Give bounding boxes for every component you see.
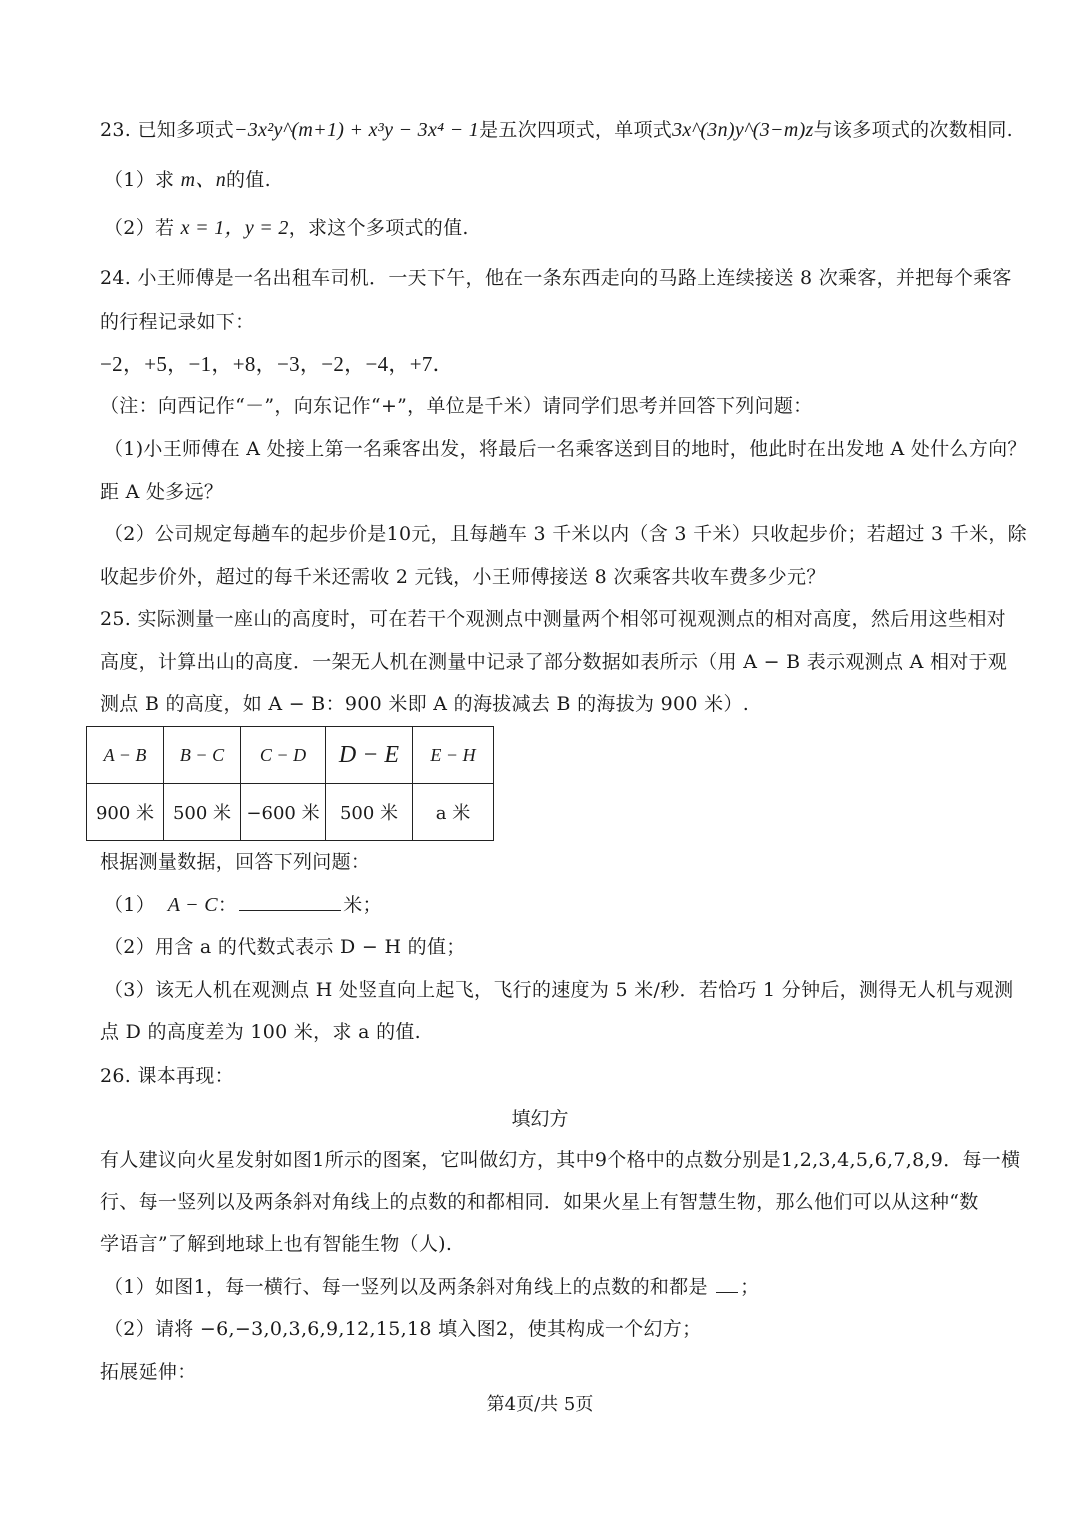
page-footer: 第4页/共 5页 xyxy=(486,1394,594,1415)
q24-part1-line2: 距 A 处多远？ xyxy=(100,481,224,503)
q26-text-line1: 有人建议向火星发射如图1所示的图案，它叫做幻方，其中9个格中的点数分别是1,2,3,4,5,6,7,8,9．每一横 xyxy=(100,1149,1021,1171)
q24-part2-line1: （2）公司规定每趟车的起步价是10元，且每趟车 3 千米以内（含 3 千米）只收起步价；若超过 3 千米，除 xyxy=(104,523,1027,545)
q23-part1: （1）求 m、n的值. xyxy=(104,169,271,191)
table-header-cell: B − C xyxy=(164,727,241,784)
q24-records: −2，+5，−1，+8，−3，−2，−4，+7． xyxy=(100,352,454,376)
answer-blank[interactable] xyxy=(239,892,341,911)
q26-part1: （1）如图1，每一横行、每一竖列以及两条斜对角线上的点数的和都是 ； xyxy=(104,1276,760,1298)
table-header-cell: C − D xyxy=(241,727,326,784)
q25-part3-line1: （3）该无人机在观测点 H 处竖直向上起飞，飞行的速度为 5 米/秒．若恰巧 1 分钟后，测得无人机与观测 xyxy=(104,979,1014,1001)
table-value-cell: 500 米 xyxy=(326,784,413,841)
table-value-cell: 900 米 xyxy=(87,784,164,841)
q25-measurement-table xyxy=(86,726,494,841)
q23-polynomial: −3x²y^(m+1) + x³y − 3x⁴ − 1 xyxy=(233,119,480,141)
q25-part1: （1） A − C： 米； xyxy=(104,894,382,916)
q24-stem-line2: 的行程记录如下： xyxy=(100,311,255,333)
table-header-cell: E − H xyxy=(413,727,494,784)
q25-intro: 根据测量数据，回答下列问题： xyxy=(100,851,371,873)
table-value-cell: −600 米 xyxy=(241,784,326,841)
table-value-row xyxy=(87,784,494,841)
q24-part1-line1: （1)小王师傅在 A 处接上第一名乘客出发，将最后一名乘客送到目的地时，他此时在出发地 A 处什么方向？ xyxy=(104,438,1027,460)
q25-part2: （2）用含 a 的代数式表示 D − H 的值； xyxy=(104,936,466,958)
table-value-cell: a 米 xyxy=(413,784,494,841)
q26-extension: 拓展延伸： xyxy=(100,1361,197,1383)
q24-note: （注：向西记作“－”，向东记作“+”，单位是千米）请同学们思考并回答下列问题： xyxy=(100,395,813,417)
q26-text-line3: 学语言”了解到地球上也有智能生物（人). xyxy=(100,1233,453,1255)
q26-part2: （2）请将 −6,−3,0,3,6,9,12,15,18 填入图2，使其构成一个幻方； xyxy=(104,1318,702,1340)
q23-stem: 23. 已知多项式−3x²y^(m+1) + x³y − 3x⁴ − 1是五次四项式，单项式3x^(3n)y^(3−m)z与该多项式的次数相同. xyxy=(100,119,1013,141)
q26-text-line2: 行、每一竖列以及两条斜对角线上的点数的和都相同．如果火星上有智慧生物，那么他们可以从这种“数 xyxy=(100,1191,979,1213)
table-header-cell: D − E xyxy=(326,727,413,784)
q25-part3-line2: 点 D 的高度差为 100 米，求 a 的值. xyxy=(100,1021,422,1043)
q24-stem-line1: 24. 小王师傅是一名出租车司机．一天下午，他在一条东西走向的马路上连续接送 8 次乘客，并把每个乘客 xyxy=(100,267,1012,289)
q25-stem-line1: 25. 实际测量一座山的高度时，可在若干个观测点中测量两个相邻可视观测点的相对高度，然后用这些相对 xyxy=(100,608,1006,630)
table-value-cell: 500 米 xyxy=(164,784,241,841)
q23-part2: （2）若 x = 1，y = 2，求这个多项式的值. xyxy=(104,217,469,239)
q26-head: 26. 课本再现： xyxy=(100,1065,234,1087)
q23-monomial: 3x^(3n)y^(3−m)z xyxy=(672,119,814,141)
table-header-row xyxy=(87,727,494,784)
table-header-cell: A − B xyxy=(87,727,164,784)
answer-blank[interactable] xyxy=(716,1274,738,1293)
q25-stem-line3: 测点 B 的高度，如 A − B：900 米即 A 的海拔减去 B 的海拔为 900 米）. xyxy=(100,693,750,715)
q24-part2-line2: 收起步价外，超过的每千米还需收 2 元钱，小王师傅接送 8 次乘客共收车费多少元？ xyxy=(100,566,826,588)
q25-stem-line2: 高度，计算出山的高度．一架无人机在测量中记录了部分数据如表所示（用 A − B 表示观测点 A 相对于观 xyxy=(100,651,1008,673)
q26-section-title: 填幻方 xyxy=(511,1108,569,1130)
